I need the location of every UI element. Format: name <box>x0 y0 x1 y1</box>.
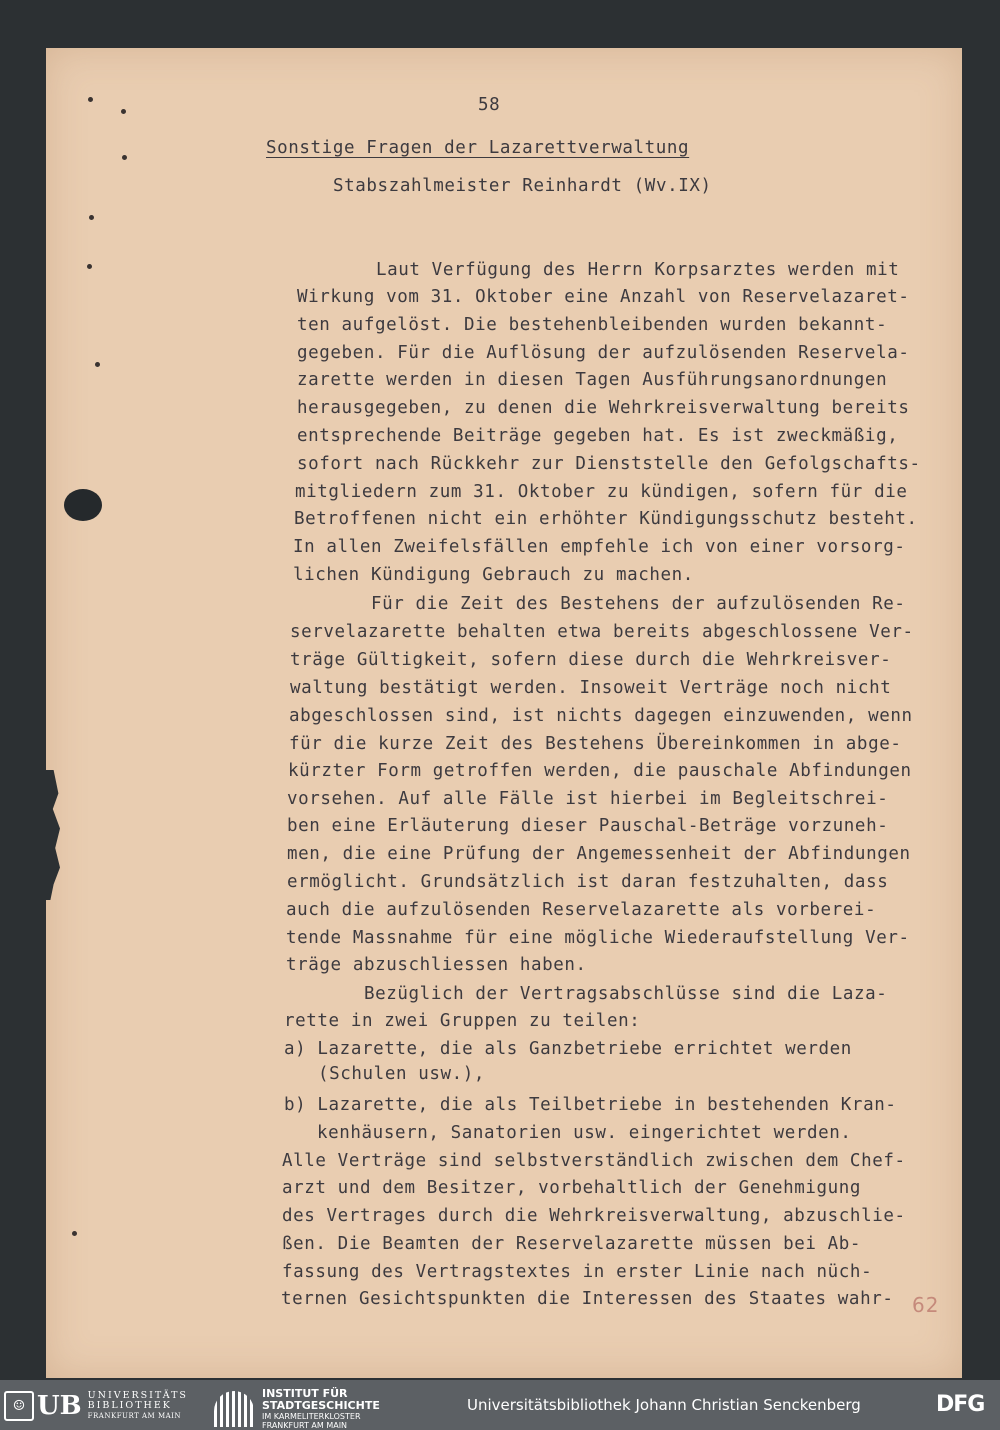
body-line: für die kurze Zeit des Bestehens Übereinkommen in abge- <box>289 734 902 754</box>
body-line: Laut Verfügung des Herrn Korpsarztes werden mit <box>376 260 900 280</box>
isg-logo-line: IM KARMELITERKLOSTER <box>262 1412 361 1421</box>
paper-speck <box>122 155 127 160</box>
paper-speck <box>72 1231 77 1236</box>
margin-note: 62 <box>912 1293 940 1317</box>
body-line: kürzter Form getroffen werden, die pauschale Abfindungen <box>288 761 912 781</box>
dfg-logo[interactable]: DFG <box>936 1392 985 1417</box>
body-line: ben eine Erläuterung dieser Pauschal-Beträge vorzuneh- <box>287 816 889 836</box>
body-line: fassung des Vertragstextes in erster Linie nach nüch- <box>282 1262 873 1282</box>
isg-logo-line: STADTGESCHICHTE <box>262 1399 380 1412</box>
body-line: abgeschlossen sind, ist nichts dagegen einzuwenden, wenn <box>289 706 913 726</box>
body-line: gegeben. Für die Auflösung der aufzulösenden Reservela- <box>297 343 910 363</box>
page-number: 58 <box>478 95 501 115</box>
ub-logo-line: UNIVERSITÄTS <box>87 1390 188 1401</box>
paper-speck <box>95 362 100 367</box>
paper-speck <box>89 215 94 220</box>
body-line: men, die eine Prüfung der Angemessenheit der Abfindungen <box>287 844 911 864</box>
section-heading: Sonstige Fragen der Lazarettverwaltung <box>266 138 690 158</box>
body-line: vorsehen. Auf alle Fälle ist hierbei im Begleitschrei- <box>287 789 889 809</box>
body-line: mitgliedern zum 31. Oktober zu kündigen, sofern für die <box>295 482 908 502</box>
portrait-icon: ☺ <box>4 1391 34 1421</box>
body-line: Bezüglich der Vertragsabschlüsse sind die Laza- <box>364 984 888 1004</box>
body-line: tende Massnahme für eine mögliche Wiederaufstellung Ver- <box>286 928 910 948</box>
isg-logo[interactable] <box>214 1388 380 1430</box>
body-line: des Vertrages durch die Wehrkreisverwaltung, abzuschlie- <box>282 1206 906 1226</box>
isg-logo-line: INSTITUT FÜR <box>262 1387 348 1400</box>
body-line: entsprechende Beiträge gegeben hat. Es ist zweckmäßig, <box>297 426 899 446</box>
body-line: herausgegeben, zu denen die Wehrkreisverwaltung bereits <box>297 398 910 418</box>
body-line: Betroffenen nicht ein erhöhter Kündigungsschutz besteht. <box>294 509 918 529</box>
body-line: träge Gültigkeit, sofern diese durch die Wehrkreisver- <box>290 650 892 670</box>
body-line: träge abzuschliessen haben. <box>286 955 587 975</box>
body-line: ßen. Die Beamten der Reservelazarette müssen bei Ab- <box>282 1234 862 1254</box>
body-line: Für die Zeit des Bestehens der aufzulösenden Re- <box>371 594 906 614</box>
footer-bar <box>0 1380 1000 1430</box>
body-line: arzt und dem Besitzer, vorbehaltlich der Genehmigung <box>282 1178 862 1198</box>
ub-logo-word: UB <box>37 1391 82 1421</box>
body-line: (Schulen usw.), <box>318 1064 486 1084</box>
isg-logo-line: FRANKFURT AM MAIN <box>262 1421 348 1430</box>
body-line: servelazarette behalten etwa bereits abgeschlossene Ver- <box>290 622 914 642</box>
body-line: kenhäusern, Sanatorien usw. eingerichtet werden. <box>317 1123 852 1143</box>
paper-speck <box>87 264 92 269</box>
body-line: In allen Zweifelsfällen empfehle ich von einer vorsorg- <box>293 537 906 557</box>
body-line: lichen Kündigung Gebrauch zu machen. <box>293 565 694 585</box>
paper-speck <box>121 109 126 114</box>
body-line: ten aufgelöst. Die bestehenbleibenden wurden bekannt- <box>297 315 888 335</box>
body-line: rette in zwei Gruppen zu teilen: <box>284 1011 641 1031</box>
body-line: b) Lazarette, die als Teilbetriebe in bestehenden Kran- <box>284 1095 897 1115</box>
punch-hole <box>64 489 102 521</box>
arch-icon <box>214 1391 254 1427</box>
ub-logo-line: FRANKFURT AM MAIN <box>87 1412 182 1420</box>
ub-logo[interactable] <box>4 1392 188 1420</box>
body-line: waltung bestätigt werden. Insoweit Verträge noch nicht <box>290 678 892 698</box>
body-line: Alle Verträge sind selbstverständlich zwischen dem Chef- <box>282 1151 906 1171</box>
body-line: auch die aufzulösenden Reservelazarette als vorberei- <box>286 900 877 920</box>
ub-logo-line: BIBLIOTHEK <box>87 1400 172 1411</box>
body-line: sofort nach Rückkehr zur Dienststelle den Gefolgschafts- <box>297 454 921 474</box>
body-line: zarette werden in diesen Tagen Ausführungsanordnungen <box>297 370 888 390</box>
speaker-line: Stabszahlmeister Reinhardt (Wv.IX) <box>333 176 712 196</box>
body-line: ermöglicht. Grundsätzlich ist daran festzuhalten, dass <box>287 872 889 892</box>
body-line: ternen Gesichtspunkten die Interessen des Staates wahr- <box>281 1289 894 1309</box>
paper-speck <box>88 97 93 102</box>
body-line: a) Lazarette, die als Ganzbetriebe errichtet werden <box>284 1039 852 1059</box>
body-line: Wirkung vom 31. Oktober eine Anzahl von Reservelazaret- <box>297 287 910 307</box>
library-caption: Universitätsbibliothek Johann Christian Senckenberg <box>467 1396 861 1414</box>
